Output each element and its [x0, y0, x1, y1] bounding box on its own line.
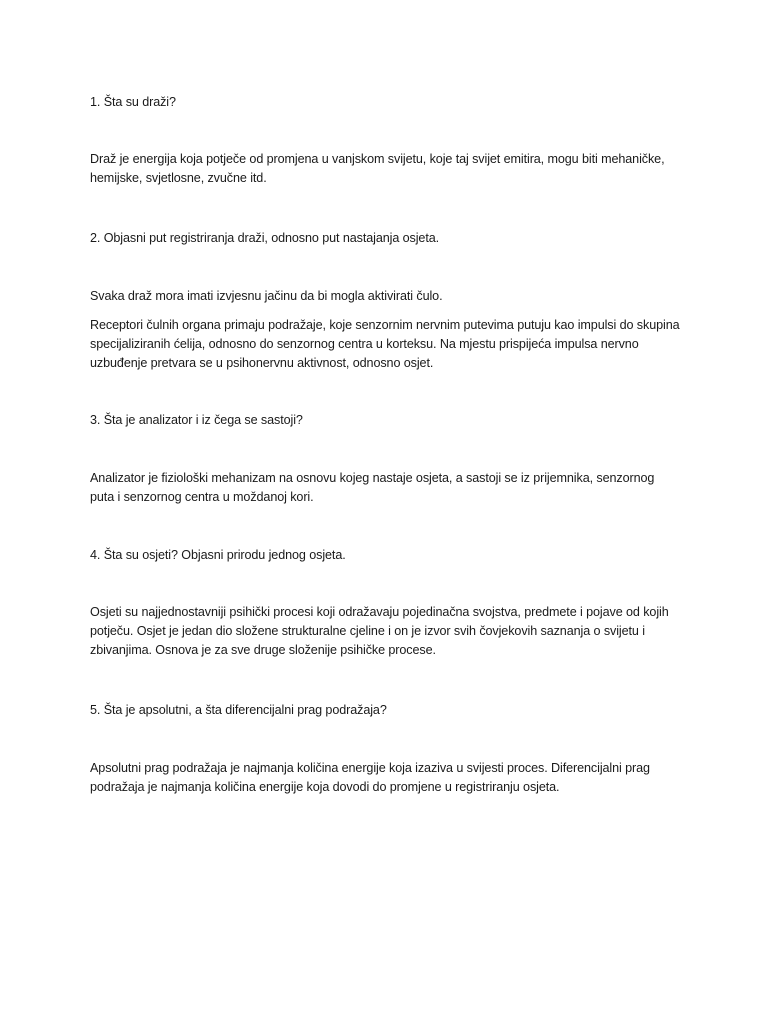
answer-4: Osjeti su najjednostavniji psihički procesi koji odražavaju pojedinačna svojstva, predmete i pojave od kojih potječu. Osjet je jedan dio složene strukturalne cjeline i on je izvor svih čovjekovih saznanja o svijetu i zbivanjima. Osnova je za sve druge složenije psihičke procese. [90, 605, 669, 657]
answer-2-part-1: Svaka draž mora imati izvjesnu jačinu da bi mogla aktivirati čulo. [90, 289, 443, 303]
question-3: 3. Šta je analizator i iz čega se sastoji? [90, 413, 303, 427]
question-2: 2. Objasni put registriranja draži, odnosno put nastajanja osjeta. [90, 231, 440, 245]
answer-3: Analizator je fiziološki mehanizam na osnovu kojeg nastaje osjeta, a sastoji se iz prijemnika, senzornog puta i senzornog centra u moždanoj kori. [90, 471, 655, 504]
answer-5: Apsolutni prag podražaja je najmanja količina energije koja izaziva u svijesti proces. Diferencijalni prag podražaja je najmanja količina energije koja dovodi do promjene u registriranju osjeta. [90, 761, 650, 794]
answer-1: Draž je energija koja potječe od promjena u vanjskom svijetu, koje taj svijet emitira, mogu biti mehaničke, hemijske, svjetlosne, zvučne itd. [90, 152, 665, 185]
question-5: 5. Šta je apsolutni, a šta diferencijalni prag podražaja? [90, 703, 387, 717]
answer-2-part-2: Receptori čulnih organa primaju podražaje, koje senzornim nervnim putevima putuju kao impulsi do skupina specijaliziranih ćelija, odnosno do senzornog centra u korteksu. Na mjestu prispijeća impulsa nervno uzbuđenje pretvara se u psihonervnu aktivnost, odnosno osjet. [90, 318, 680, 370]
question-1: 1. Šta su draži? [90, 95, 176, 109]
question-4: 4. Šta su osjeti? Objasni prirodu jednog osjeta. [90, 548, 346, 562]
